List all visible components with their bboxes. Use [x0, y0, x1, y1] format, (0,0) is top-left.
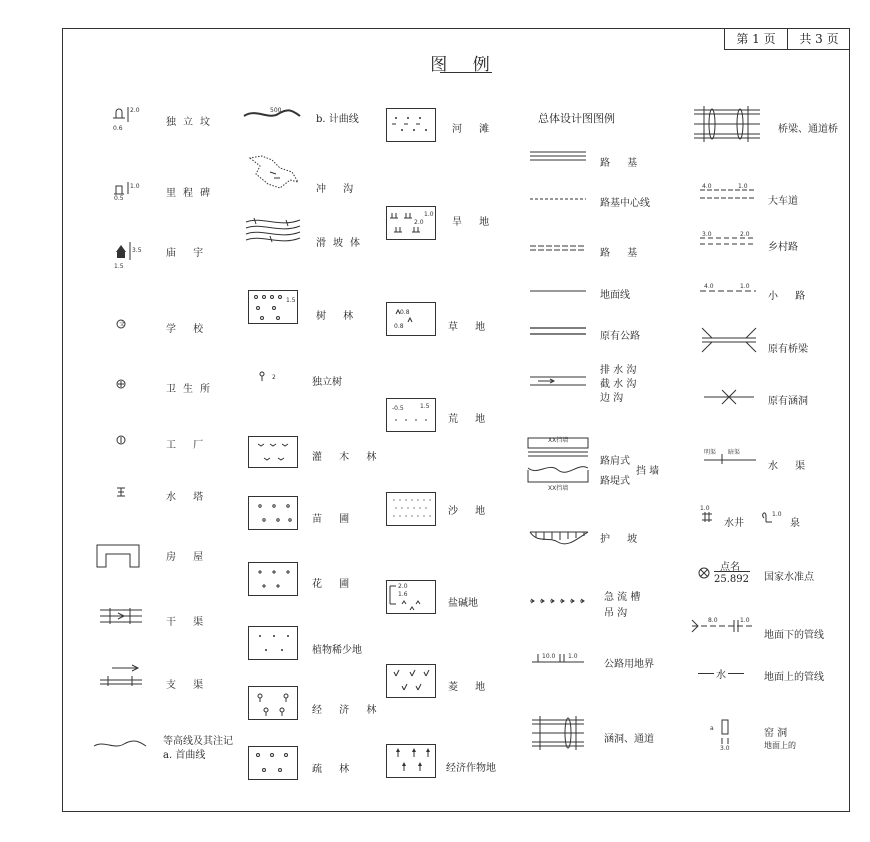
page-current: 第 1 页: [736, 32, 776, 46]
svg-text:1.0: 1.0: [700, 505, 710, 512]
cash-crop-label: 经济作物地: [446, 763, 496, 774]
milestone-label: 里程碑: [166, 188, 217, 199]
culvert-label: 涵洞、通道: [604, 734, 654, 745]
svg-text:2.0: 2.0: [398, 583, 408, 590]
slope-protection-label: 护 坡: [600, 534, 645, 545]
page-title: 图 例: [430, 55, 500, 75]
well-symbol: [698, 506, 722, 528]
contour-sublabel: a. 首曲线: [163, 750, 206, 761]
flower-symbol: [248, 562, 298, 596]
svg-text:3.5: 3.5: [132, 247, 142, 254]
dry-land-symbol: [386, 206, 436, 240]
house-symbol: [96, 542, 140, 568]
title-underline: [440, 72, 492, 73]
landslide-label: 滑坡体: [316, 238, 367, 249]
single-tree-icon: [258, 370, 282, 384]
path-symbol: [698, 282, 758, 296]
old-culvert-symbol: [702, 384, 756, 410]
svg-text:XX挡墙: XX挡墙: [548, 437, 569, 444]
svg-text:0.8: 0.8: [394, 323, 404, 330]
index-contour-symbol: [242, 106, 302, 122]
svg-text:文: 文: [119, 321, 126, 328]
svg-text:a: a: [710, 725, 714, 732]
house-label: 房 屋: [166, 552, 211, 563]
river-beach-symbol: [386, 108, 436, 142]
cave-sublabel: 地面上的: [764, 741, 796, 750]
wasteland-symbol: [386, 398, 436, 432]
retaining-b-label: 路堤式: [600, 476, 630, 487]
road-land-label: 公路用地界: [604, 659, 654, 670]
subgrade-label: 路 基: [600, 158, 645, 169]
chute1-label: 急 流 槽: [604, 592, 641, 603]
svg-text:1.0: 1.0: [740, 617, 750, 624]
underground-pipe-label: 地面下的管线: [764, 630, 824, 641]
reed-land-label: 菱 地: [448, 682, 493, 693]
svg-text:1.0: 1.0: [130, 183, 140, 190]
svg-text:1.0: 1.0: [772, 511, 782, 518]
path-label: 小 路: [768, 291, 813, 302]
landslide-symbol: [244, 214, 302, 248]
sparse-veg-label: 植物稀少地: [312, 645, 362, 656]
shrub-label: 灌 木 林: [312, 452, 384, 463]
svg-text:1.5: 1.5: [114, 263, 124, 270]
svg-text:3.0: 3.0: [702, 231, 712, 238]
clinic-icon: [115, 378, 127, 390]
sparse-forest-label: 疏 林: [312, 764, 357, 775]
svg-text:1.5: 1.5: [420, 403, 430, 410]
benchmark-label: 国家水准点: [764, 572, 814, 583]
existing-road-symbol: [528, 326, 588, 336]
cash-crop-symbol: [386, 744, 436, 778]
school-icon: [115, 318, 127, 330]
culvert-symbol: [530, 714, 586, 754]
temple-symbol: [112, 238, 142, 272]
svg-text:1.0: 1.0: [740, 283, 750, 290]
pavement-label: 路 基: [600, 248, 645, 259]
village-road-symbol: [698, 230, 758, 250]
pipe-mark: 水: [714, 666, 728, 681]
svg-text:2.0: 2.0: [130, 107, 140, 114]
svg-text:1.0: 1.0: [424, 211, 434, 218]
grove-symbol: [248, 290, 298, 324]
cart-road-label: 大车道: [768, 196, 798, 207]
benchmark-icon: [697, 566, 711, 580]
saline-land-symbol: [386, 580, 436, 614]
canal-label: 水 渠: [768, 461, 813, 472]
grassland-label: 草 地: [448, 322, 493, 333]
chute2-label: 吊 沟: [604, 608, 628, 619]
bridge-label: 桥梁、通道桥: [778, 124, 838, 135]
single-tree-label: 独立树: [312, 377, 342, 388]
svg-text:2.0: 2.0: [740, 231, 750, 238]
slope-protection-symbol: [528, 528, 590, 548]
wasteland-label: 荒 地: [448, 414, 493, 425]
nursery-label: 苗 圃: [312, 514, 357, 525]
tomb-label: 独立坟: [166, 117, 217, 128]
retaining-wall-label: 挡 墙: [636, 466, 660, 477]
page-counter: [724, 28, 850, 50]
svg-text:0.8: 0.8: [400, 309, 410, 316]
bridge-symbol: [692, 104, 762, 146]
grove-label: 树 林: [316, 311, 361, 322]
water-tower-label: 水 塔: [166, 492, 211, 503]
pavement-symbol: [528, 244, 588, 252]
flower-label: 花 圃: [312, 579, 357, 590]
page-total: 共 3 页: [787, 28, 850, 49]
retaining-wall-symbol: [526, 432, 590, 496]
svg-text:1.6: 1.6: [398, 591, 408, 598]
design-legend-heading: 总体设计图图例: [538, 112, 615, 125]
svg-text:3.0: 3.0: [720, 745, 730, 752]
cave-symbol: [708, 716, 738, 752]
school-label: 学 校: [166, 324, 211, 335]
benchmark-name: 点名: [720, 562, 740, 573]
branch-canal-label: 支 渠: [166, 680, 211, 691]
overground-pipe-label: 地面上的管线: [764, 672, 824, 683]
existing-road-label: 原有公路: [600, 331, 640, 342]
factory-icon: [115, 434, 127, 446]
reed-land-symbol: [386, 664, 436, 698]
benchmark-elevation: 25.892: [714, 574, 749, 585]
svg-text:4.0: 4.0: [702, 183, 712, 190]
benchmark-divider: [714, 571, 750, 572]
temple-label: 庙 宇: [166, 248, 211, 259]
main-canal-label: 干 渠: [166, 617, 211, 628]
svg-text:0.6: 0.6: [113, 125, 123, 132]
tomb-symbol: [110, 104, 140, 134]
ditch-symbol: [528, 374, 588, 388]
svg-text:1.0: 1.0: [738, 183, 748, 190]
milestone-symbol: [112, 178, 142, 202]
retaining-a-label: 路肩式: [600, 456, 630, 467]
center-line-symbol: [528, 196, 588, 202]
svg-text:1.5: 1.5: [286, 297, 296, 304]
sandy-land-label: 沙 地: [448, 506, 493, 517]
cart-road-symbol: [698, 182, 758, 202]
factory-label: 工 厂: [166, 440, 211, 451]
shrub-symbol: [248, 436, 298, 468]
economic-forest-symbol: [248, 686, 298, 720]
underground-pipe-symbol: [690, 614, 756, 634]
road-land-symbol: [530, 650, 586, 666]
river-beach-label: 河 滩: [452, 124, 497, 135]
index-contour-label: b. 计曲线: [316, 114, 359, 125]
cave-label: 窑 洞: [764, 728, 788, 739]
svg-text:0.5: 0.5: [114, 195, 124, 202]
grassland-symbol: [386, 302, 436, 336]
sparse-forest-symbol: [248, 746, 298, 780]
gully-symbol: [246, 152, 302, 192]
village-road-label: 乡村路: [768, 242, 798, 253]
spring-label: 泉: [790, 518, 800, 529]
contour-symbol: [92, 738, 148, 752]
spring-symbol: [758, 508, 786, 528]
svg-text:500: 500: [270, 107, 282, 114]
canal-symbol: [702, 446, 758, 466]
svg-text:XX挡墙: XX挡墙: [548, 485, 569, 492]
svg-text:4.0: 4.0: [704, 283, 714, 290]
center-line-label: 路基中心线: [600, 198, 650, 209]
old-culvert-label: 原有涵洞: [768, 396, 808, 407]
svg-text:8.0: 8.0: [708, 617, 718, 624]
dry-land-label: 旱 地: [452, 217, 497, 228]
ditch1-label: 排 水 沟: [600, 365, 637, 376]
svg-text:-0.5: -0.5: [392, 405, 404, 412]
svg-text:暗渠: 暗渠: [728, 449, 741, 456]
ditch3-label: 边 沟: [600, 393, 624, 404]
ground-line-symbol: [528, 288, 588, 294]
economic-forest-label: 经 济 林: [312, 705, 384, 716]
sparse-veg-symbol: [248, 626, 298, 660]
ground-line-label: 地面线: [600, 290, 630, 301]
nursery-symbol: [248, 496, 298, 530]
main-canal-symbol: [98, 606, 144, 626]
well-label: 水井: [724, 518, 744, 529]
sandy-land-symbol: [386, 492, 436, 526]
old-bridge-label: 原有桥梁: [768, 344, 808, 355]
gully-label: 冲 沟: [316, 184, 361, 195]
contour-label: 等高线及其注记: [163, 736, 233, 747]
svg-text:1.0: 1.0: [568, 653, 578, 660]
ditch2-label: 截 水 沟: [600, 379, 637, 390]
chute-symbol: [528, 596, 590, 606]
old-bridge-symbol: [700, 326, 758, 354]
svg-text:明渠: 明渠: [704, 449, 717, 456]
svg-text:2: 2: [272, 374, 276, 381]
subgrade-symbol: [528, 150, 588, 162]
water-tower-icon: [116, 486, 126, 498]
svg-text:10.0: 10.0: [542, 653, 556, 660]
svg-text:2.0: 2.0: [414, 219, 424, 226]
clinic-label: 卫生所: [166, 384, 217, 395]
saline-land-label: 盐碱地: [448, 598, 478, 609]
branch-canal-symbol: [98, 664, 144, 686]
